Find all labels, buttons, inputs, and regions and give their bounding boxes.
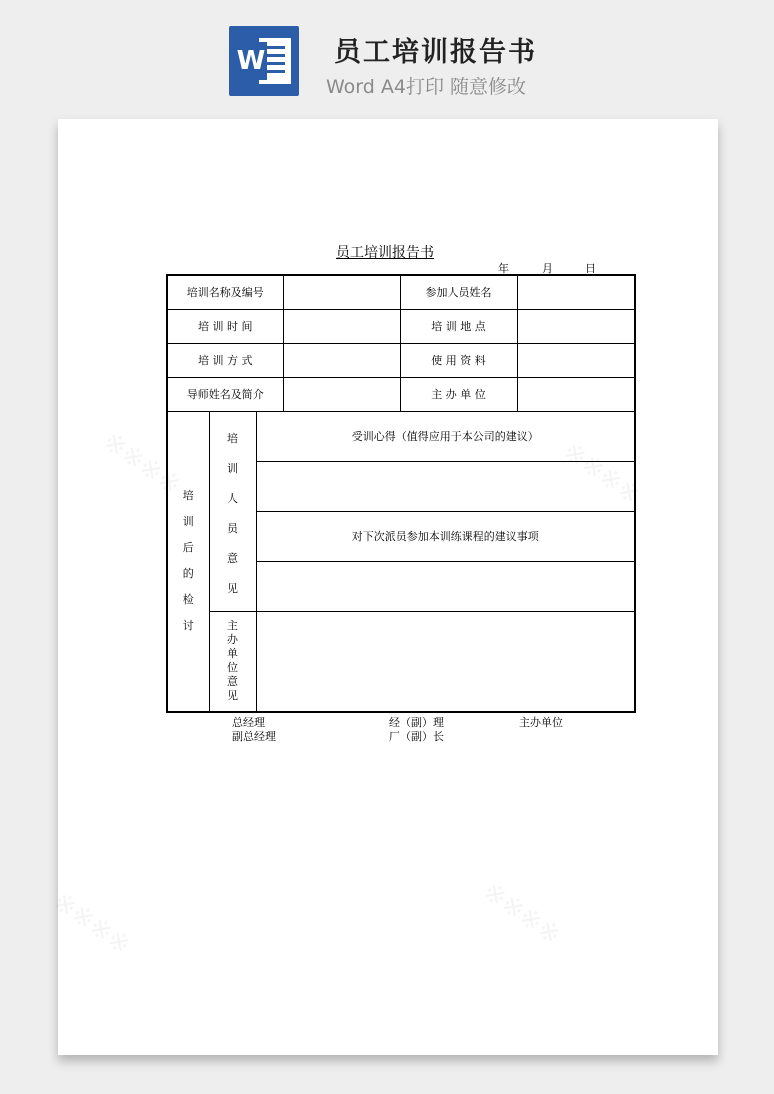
form-row [167, 275, 635, 309]
sign-general-manager: 总经理 [232, 716, 265, 729]
banner-subtitle: Word A4打印 随意修改 [326, 76, 527, 98]
date-month: 月 [542, 262, 553, 275]
form-row [167, 309, 635, 343]
date-day: 日 [585, 262, 596, 275]
label-post-training-review-text: 培 训 后 的 检 讨 [182, 489, 194, 633]
banner [0, 0, 774, 115]
document-title: 员工培训报告书 [336, 245, 434, 261]
form-row [167, 343, 635, 377]
label-participants: 参加人员姓名 [400, 275, 517, 309]
field-materials[interactable] [517, 343, 635, 377]
sign-deputy-general-manager: 副总经理 [232, 730, 276, 743]
label-trainee-opinion-text: 培 训 人 员 意 见 [227, 431, 238, 595]
banner-title: 员工培训报告书 [334, 37, 537, 68]
label-instructor: 导师姓名及简介 [167, 377, 283, 411]
report-form [166, 274, 636, 713]
label-next-suggestions: 对下次派员参加本训练课程的建议事项 [256, 511, 635, 561]
label-organizer-opinion [209, 611, 256, 712]
label-training-location: 培 训 地 点 [400, 309, 517, 343]
document-page [58, 119, 718, 1055]
field-training-name[interactable] [283, 275, 400, 309]
field-organizer-opinion[interactable] [256, 611, 635, 712]
label-training-name: 培训名称及编号 [167, 275, 283, 309]
sign-manager: 经（副）理 [389, 716, 444, 729]
label-materials: 使 用 资 料 [400, 343, 517, 377]
field-participants[interactable] [517, 275, 635, 309]
date-year: 年 [498, 262, 509, 275]
field-training-method[interactable] [283, 343, 400, 377]
word-icon-letter: W [235, 42, 267, 80]
label-training-insights: 受训心得（值得应用于本公司的建议） [256, 411, 635, 461]
field-next-suggestions[interactable] [256, 561, 635, 611]
watermark [477, 877, 566, 952]
field-organizer[interactable] [517, 377, 635, 411]
field-training-time[interactable] [283, 309, 400, 343]
label-training-time: 培 训 时 间 [167, 309, 283, 343]
field-training-location[interactable] [517, 309, 635, 343]
sign-organizer: 主办单位 [519, 716, 563, 729]
form-row [167, 411, 635, 461]
form-row [167, 611, 635, 712]
label-post-training-review [167, 411, 209, 712]
field-instructor[interactable] [283, 377, 400, 411]
sign-factory-director: 厂（副）长 [389, 730, 444, 743]
label-organizer-opinion-text: 主 办 单 位 意 见 [227, 619, 238, 703]
field-training-insights[interactable] [256, 461, 635, 511]
label-training-method: 培 训 方 式 [167, 343, 283, 377]
form-row [167, 377, 635, 411]
label-organizer: 主 办 单 位 [400, 377, 517, 411]
label-trainee-opinion [209, 411, 256, 611]
watermark [47, 887, 136, 962]
word-icon [229, 26, 299, 96]
